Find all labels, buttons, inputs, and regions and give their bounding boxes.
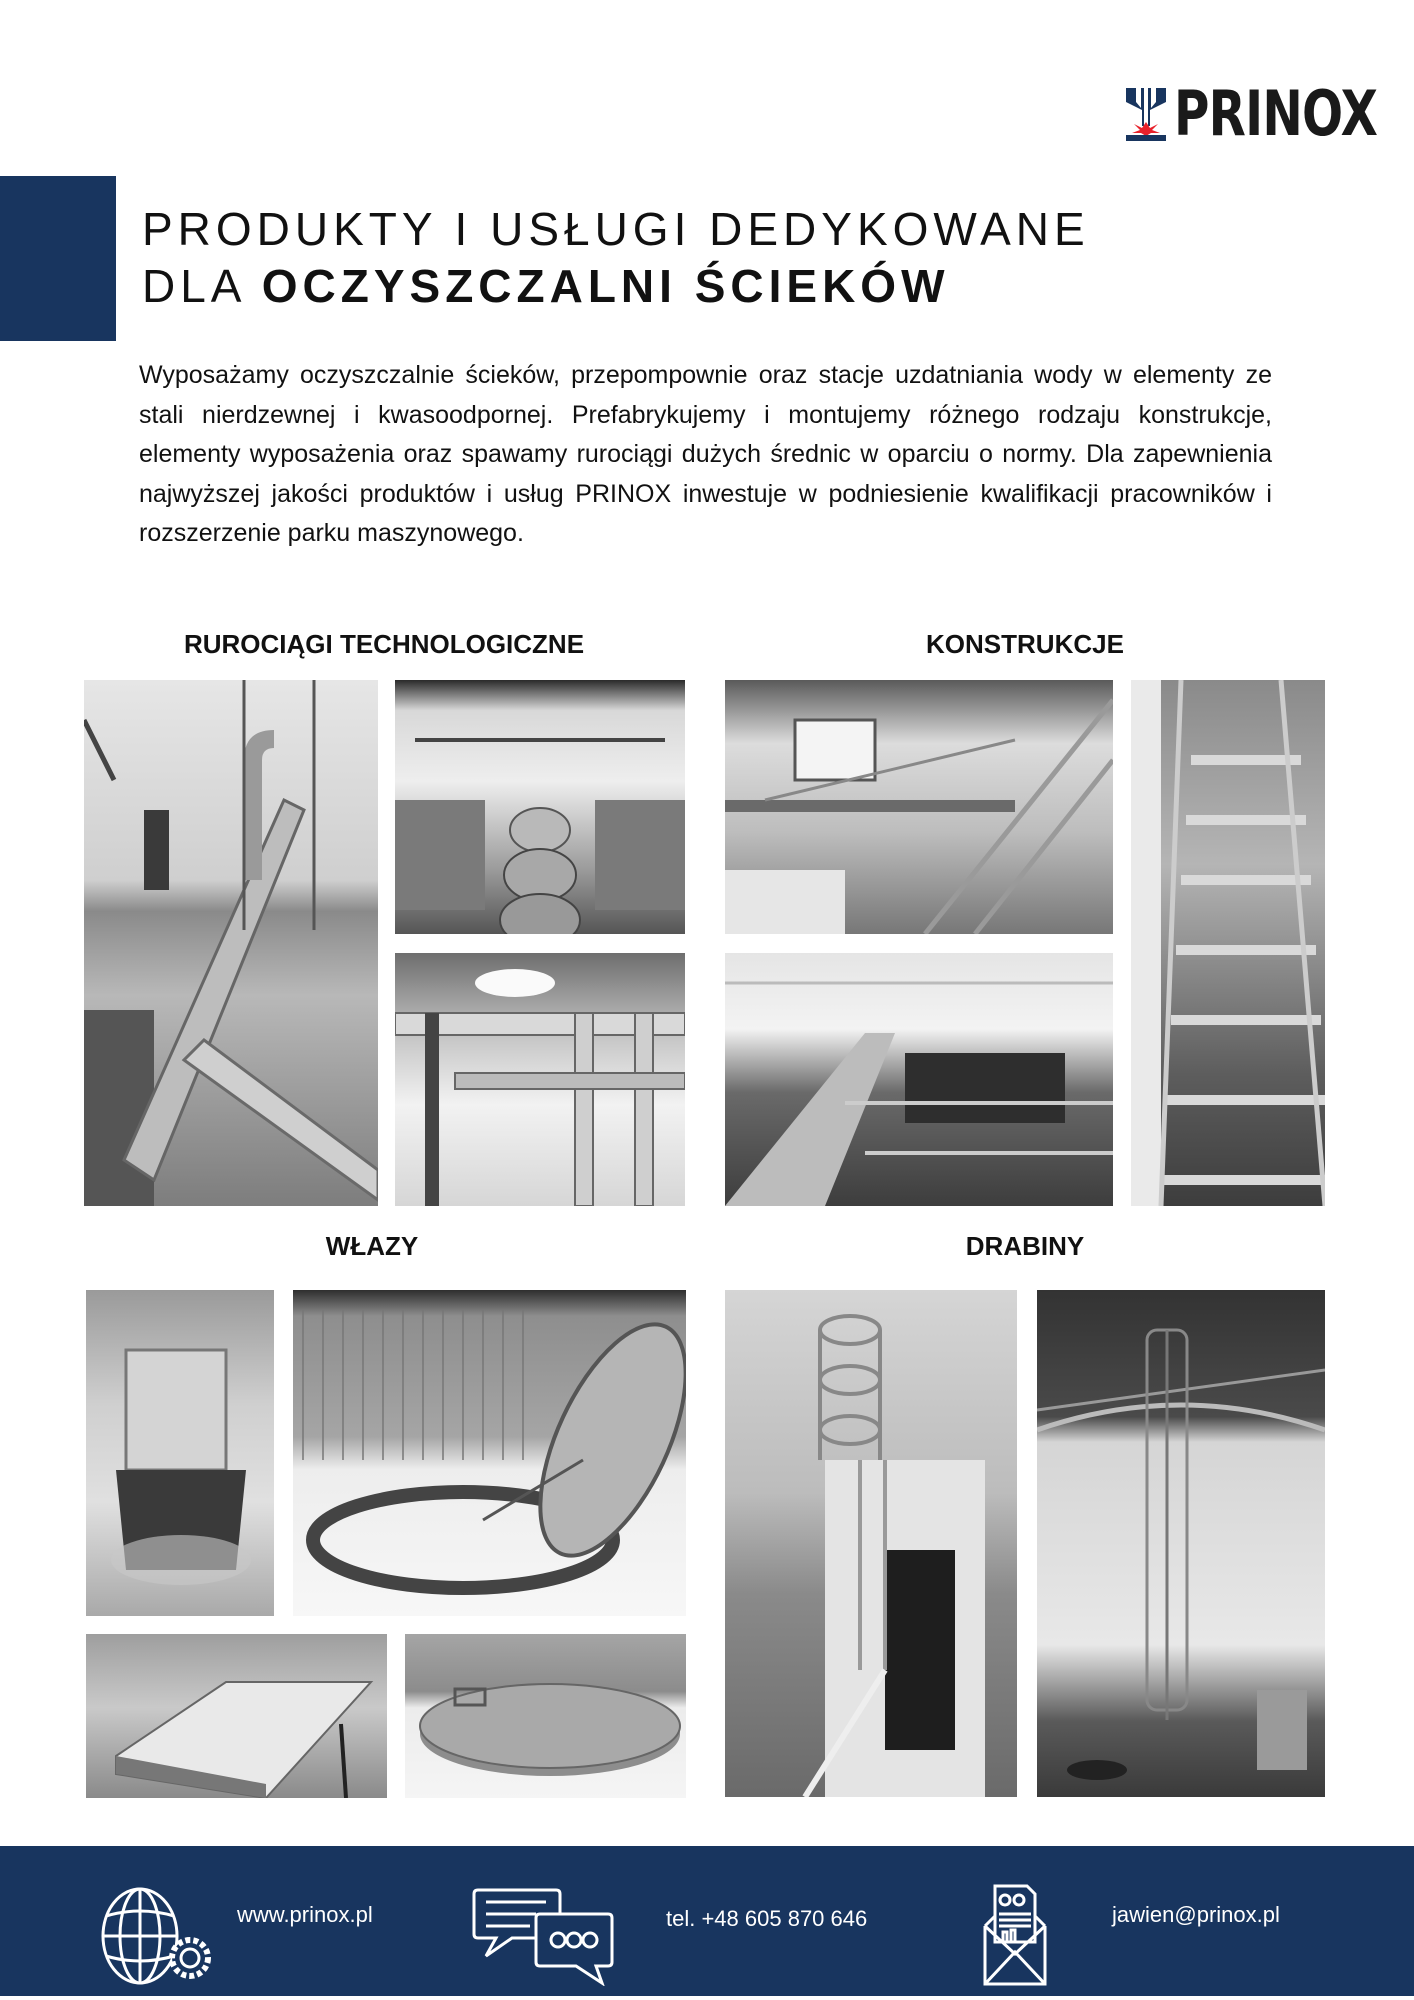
email-link[interactable]: jawien@prinox.pl [1112,1902,1280,1927]
contact-footer [0,1846,1414,1996]
envelope-document-icon [983,1882,1047,1988]
photo-pipeline-hall [395,680,685,934]
photo-square-hatch-lid [86,1634,387,1798]
chat-bubbles-icon [472,1886,614,1986]
section-title-hatches: WŁAZY [325,1231,419,1261]
section-title-structures: KONSTRUKCJE [926,629,1124,659]
photo-walkway-tanks [725,953,1113,1206]
intro-paragraph: Wyposażamy oczyszczalnie ścieków, przepompownie oraz stacje uzdatniania wody w elementy ze stali nierdzewnej i kwasoodpornej. Prefabrykujemy i montujemy różnego rodzaju konstrukcje, elementy wyposażenia oraz spawamy rurociągi dużych średnic w oparciu o normy. Dla zapewnienia najwyższej jakości produktów i usług PRINOX inwestuje w podniesienie kwalifikacji pracowników i rozszerzenie parku maszynowego. [139,361,1272,547]
photo-pipeline-outdoor [84,680,378,1206]
logo-mark-icon [1124,86,1168,142]
logo-text: PRINOX [1174,77,1378,150]
prinox-logo [1124,77,1414,150]
section-title-ladders: DRABINY [965,1231,1085,1261]
photo-cage-ladder-building [725,1290,1017,1797]
phone-number[interactable]: tel. +48 605 870 646 [666,1906,868,1931]
page-title [142,201,1090,315]
title-line-1: PRODUKTY I USŁUGI DEDYKOWANE [142,203,1090,255]
photo-mezzanine-stairs [725,680,1113,934]
photo-open-hatch-ground [86,1290,274,1616]
photo-round-hatch-open [293,1290,686,1616]
title-line-2-prefix: DLA [142,260,262,312]
website-link[interactable]: www.prinox.pl [237,1902,373,1927]
accent-block [0,176,116,341]
title-line-2-bold: OCZYSZCZALNI ŚCIEKÓW [261,260,950,312]
photo-outdoor-stairs [1131,680,1325,1206]
photo-cage-ladder-tank [1037,1290,1325,1797]
globe-gear-icon [95,1886,217,1986]
photo-pipeline-sky [395,953,685,1206]
photo-round-checker-hatch [405,1634,686,1798]
section-title-pipelines: RUROCIĄGI TECHNOLOGICZNE [183,629,585,659]
